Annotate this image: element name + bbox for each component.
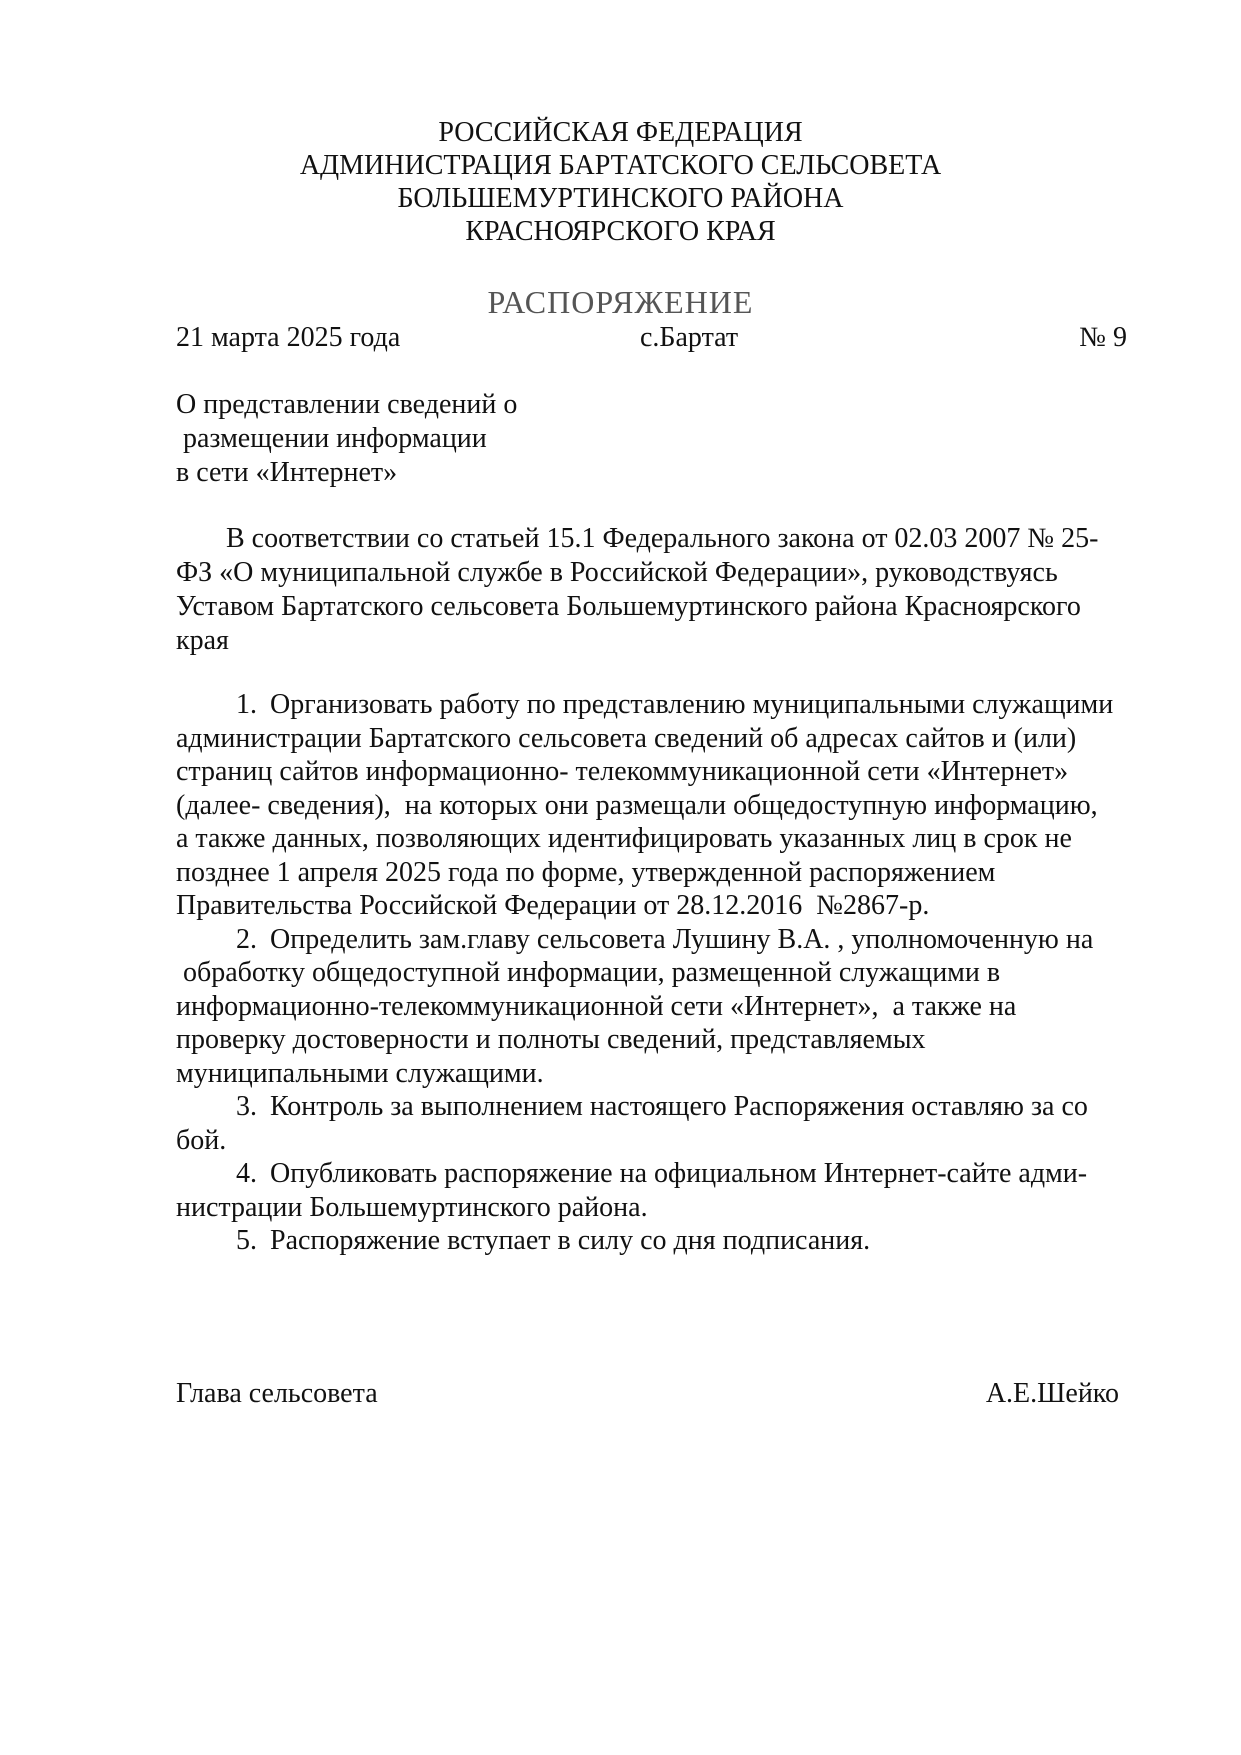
preamble-line: Уставом Бартатского сельсовета Большемуртинского района Красноярского — [176, 591, 1081, 622]
list-item — [176, 1090, 1113, 1124]
list-item-continuation: страниц сайтов информационно- телекоммуникационной сети «Интернет» — [176, 756, 1069, 787]
document-header — [0, 116, 1241, 248]
list-item-text: Определить зам.главу сельсовета Лушину В.А. , уполномоченную на — [270, 923, 1094, 955]
document-subject — [176, 388, 517, 490]
list-item-continuation: администрации Бартатского сельсовета сведений об адресах сайтов и (или) — [176, 722, 1077, 754]
document-number: № 9 — [1079, 322, 1127, 353]
list-item-text: Распоряжение вступает в силу со дня подписания. — [270, 1225, 871, 1256]
list-item-continuation: нистрации Большемуртинского района. — [176, 1191, 648, 1223]
list-item-number: 4. — [236, 1158, 257, 1189]
list-item-continuation: обработку общедоступной информации, размещенной служащими в — [176, 957, 1001, 988]
preamble-line: края — [176, 625, 229, 656]
list-item-text: Контроль за выполнением настоящего Распоряжения оставляю за со — [270, 1091, 1088, 1122]
document-date: 21 марта 2025 года — [176, 322, 401, 353]
header-line-administration: АДМИНИСТРАЦИЯ БАРТАТСКОГО СЕЛЬСОВЕТА — [299, 150, 942, 181]
list-item-number: 1. — [236, 689, 257, 720]
signature-position: Глава сельсовета — [176, 1378, 378, 1409]
list-item — [176, 923, 1113, 957]
document-preamble — [176, 522, 1098, 658]
list-item — [176, 688, 1113, 722]
list-item-number: 5. — [236, 1225, 257, 1256]
list-item-text: Организовать работу по представлению муниципальными служащими — [270, 689, 1114, 720]
subject-line: О представлении сведений о — [176, 389, 518, 420]
signature-name: А.Е.Шейко — [985, 1378, 1119, 1409]
list-item-continuation: Правительства Российской Федерации от 28.12.2016 №2867-р. — [176, 890, 930, 921]
ordered-items-list — [176, 688, 1113, 1258]
list-item-number: 2. — [236, 923, 257, 955]
list-item — [176, 1157, 1113, 1191]
list-item-continuation: а также данных, позволяющих идентифицировать указанных лиц в срок не — [176, 823, 1072, 854]
preamble-line: В соответствии со статьей 15.1 Федерального закона от 02.03 2007 № 25- — [226, 523, 1099, 554]
list-item-continuation: бой. — [176, 1124, 227, 1156]
list-item-continuation: проверку достоверности и полноты сведений, представляемых — [176, 1024, 926, 1055]
list-item-text: Опубликовать распоряжение на официальном Интернет-сайте адми- — [270, 1158, 1088, 1189]
subject-line: в сети «Интернет» — [176, 457, 398, 488]
list-item-continuation: муниципальными служащими. — [176, 1057, 544, 1089]
list-item-continuation: позднее 1 апреля 2025 года по форме, утвержденной распоряжением — [176, 856, 996, 888]
header-line-region: КРАСНОЯРСКОГО КРАЯ — [465, 216, 776, 247]
list-item-continuation: информационно-телекоммуникационной сети «Интернет», а также на — [176, 990, 1017, 1022]
list-item-continuation: (далее- сведения), на которых они размещали общедоступную информацию, — [176, 789, 1098, 821]
document-place: с.Бартат — [640, 322, 739, 353]
header-line-district: БОЛЬШЕМУРТИНСКОГО РАЙОНА — [397, 183, 844, 214]
list-item — [176, 1224, 1113, 1258]
preamble-line: ФЗ «О муниципальной службе в Российской Федерации», руководствуясь — [176, 557, 1058, 588]
document-type-title: РАСПОРЯЖЕНИЕ — [487, 284, 754, 320]
list-item-number: 3. — [236, 1091, 257, 1122]
header-line-country: РОССИЙСКАЯ ФЕДЕРАЦИЯ — [438, 117, 803, 148]
subject-line: размещении информации — [176, 423, 487, 454]
